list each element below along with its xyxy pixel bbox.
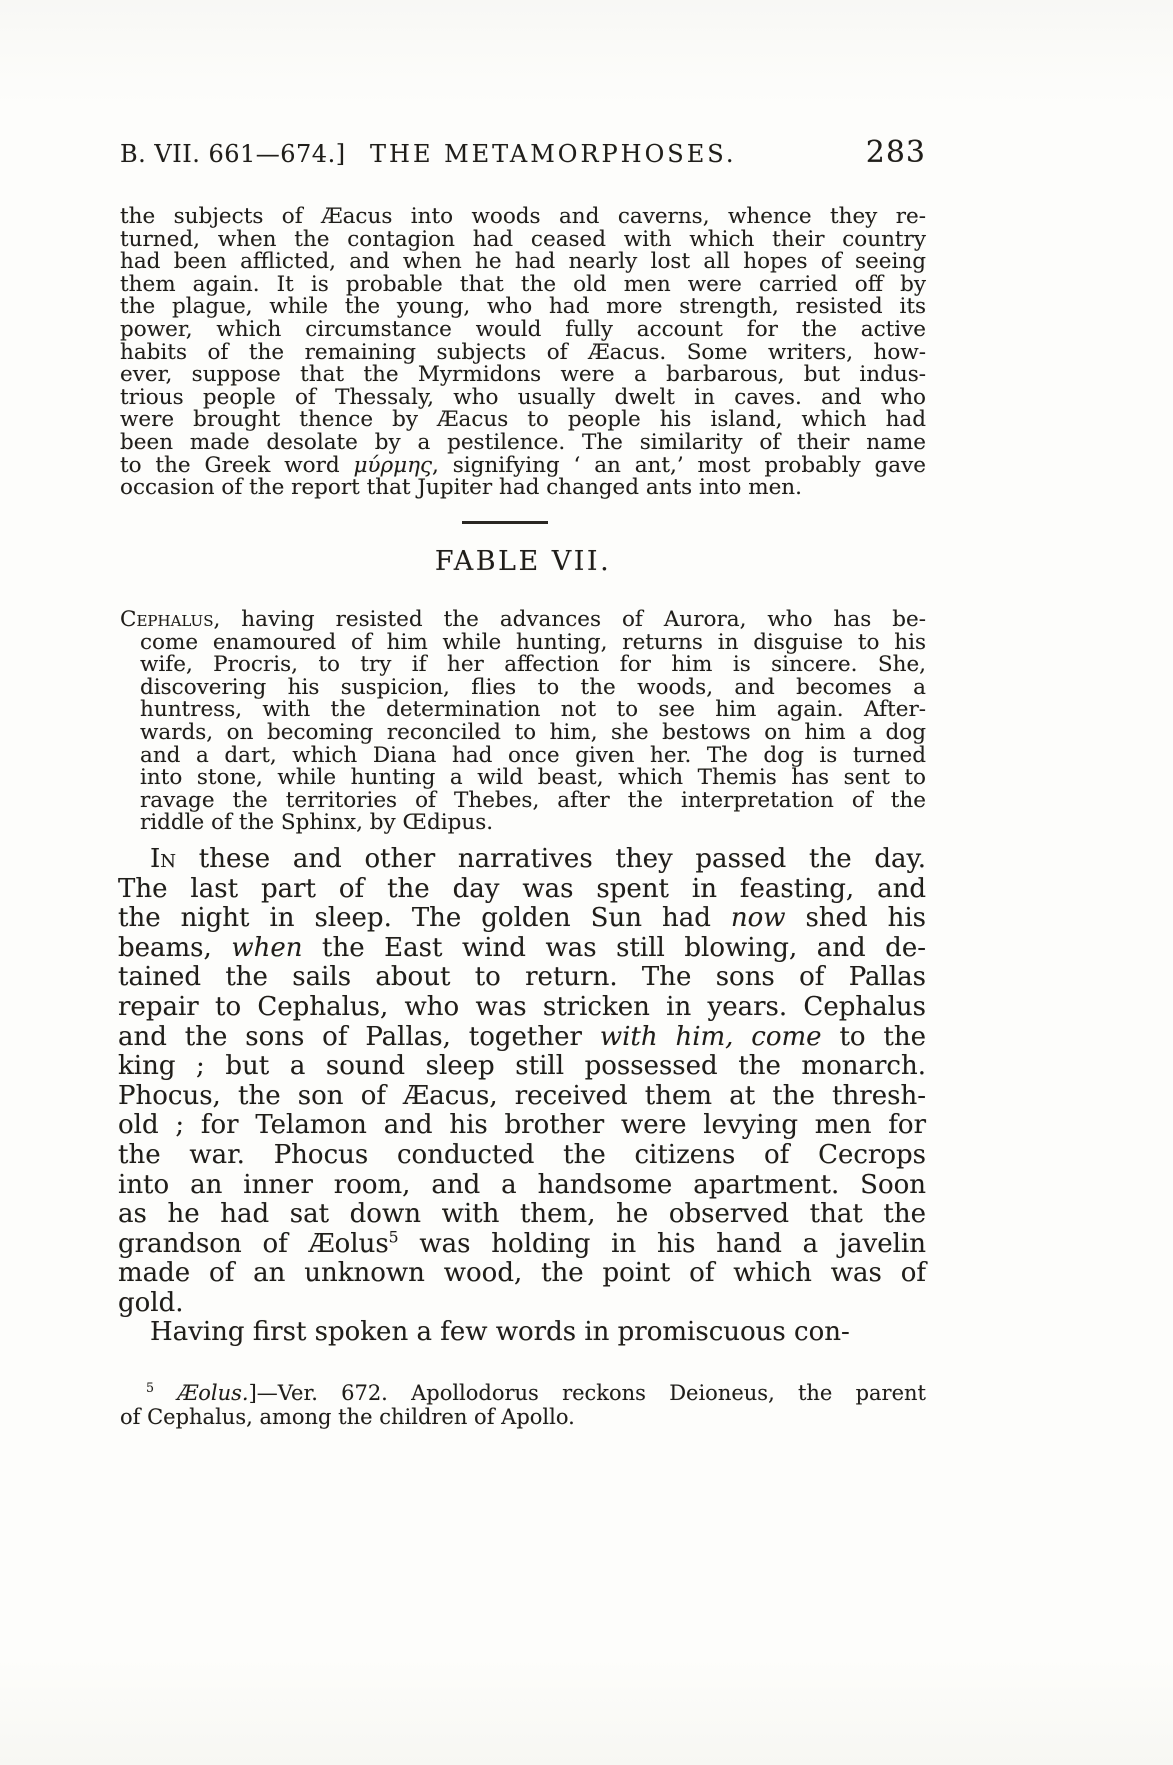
text-line: repair to Cephalus, who was stricken in years. Cephalus: [118, 991, 926, 1022]
text-line: tained the sails about to return. The sons of Pallas: [118, 962, 926, 993]
text-line: $^5$ Æolus.]—Ver. 672. Apollodorus reckons Deioneus, the parent: [146, 1380, 926, 1405]
text-line: wards, on becoming reconciled to him, she bestows on him a dog: [140, 719, 926, 745]
commentary-paragraph: [120, 206, 926, 500]
running-title: THE METAMORPHOSES.: [370, 140, 737, 168]
running-head: [120, 135, 926, 174]
text-line: into stone, while hunting a wild beast, which Themis has sent to: [140, 765, 926, 791]
fable-synopsis: [120, 609, 926, 835]
text-line: The last part of the day was spent in feasting, and: [118, 873, 926, 904]
text-line: the subjects of Æacus into woods and caverns, whence they re-: [120, 204, 926, 229]
footnote: [120, 1382, 926, 1429]
text-line: wife, Procris, to try if her affection for him is sincere. She,: [140, 652, 926, 678]
text-line: come enamoured of him while hunting, returns in disguise to his: [140, 629, 926, 655]
main-text-paragraph-1: [118, 845, 926, 1319]
text-line: Cephalus, having resisted the advances of Aurora, who has be-: [120, 607, 926, 632]
fable-heading: FABLE VII.: [434, 546, 612, 577]
book-section-reference: B. VII. 661—674.]: [120, 140, 346, 168]
text-line: riddle of the Sphinx, by Œdipus.: [140, 810, 494, 836]
text-line: power, which circumstance would fully account for the active: [120, 316, 926, 342]
text-line: habits of the remaining subjects of Æacus. Some writers, how-: [120, 339, 926, 365]
text-line: them again. It is probable that the old men were carried off by: [120, 271, 926, 297]
text-line: the plague, while the young, who had more strength, resisted its: [120, 294, 926, 320]
text-line: king ; but a sound sleep still possessed the monarch.: [118, 1051, 926, 1082]
text-line: Having first spoken a few words in promiscuous con-: [150, 1317, 850, 1347]
page-number: 283: [865, 135, 926, 170]
text-line: to the Greek word μύρμης, signifying ‘ an ant,’ most probably gave: [120, 452, 926, 478]
text-line: into an inner room, and a handsome apartment. Soon: [118, 1169, 926, 1200]
text-line: turned, when the contagion had ceased with which their country: [120, 226, 926, 252]
text-line: the war. Phocus conducted the citizens of Cecrops: [118, 1139, 926, 1170]
text-line: made of an unknown wood, the point of which was of: [118, 1258, 926, 1289]
text-line: ravage the territories of Thebes, after the interpretation of the: [140, 787, 926, 813]
text-line: and the sons of Pallas, together with him, come to the: [118, 1021, 927, 1052]
text-line: the night in sleep. The golden Sun had now shed his: [118, 903, 926, 934]
text-line: were brought thence by Æacus to people his island, which had: [120, 407, 926, 433]
text-line: been made desolate by a pestilence. The similarity of their name: [120, 429, 926, 455]
text-line: huntress, with the determination not to see him again. After-: [140, 697, 926, 723]
text-line: as he had sat down with them, he observed that the: [118, 1199, 926, 1230]
text-line: grandson of Æolus$^5$ was holding in his hand a javelin: [118, 1228, 926, 1259]
text-line: trious people of Thessaly, who usually dwelt in caves. and who: [120, 384, 926, 410]
text-line: old ; for Telamon and his brother were levying men for: [118, 1110, 926, 1141]
text-line: gold.: [118, 1287, 184, 1318]
text-line: In these and other narratives they passed the day.: [150, 844, 926, 874]
section-divider-rule: [462, 521, 548, 524]
text-line: ever, suppose that the Myrmidons were a barbarous, but indus-: [120, 362, 926, 388]
text-line: Phocus, the son of Æacus, received them at the thresh-: [118, 1080, 926, 1111]
text-line: and a dart, which Diana had once given her. The dog is turned: [140, 742, 926, 768]
text-line: discovering his suspicion, flies to the woods, and becomes a: [140, 674, 926, 700]
text-line: beams, when the East wind was still blowing, and de-: [118, 932, 926, 963]
text-line: occasion of the report that Jupiter had changed ants into men.: [120, 475, 802, 501]
text-line: of Cephalus, among the children of Apollo.: [120, 1404, 575, 1429]
text-line: had been afflicted, and when he had nearly lost all hopes of seeing: [120, 249, 926, 275]
main-text-paragraph-2: [118, 1318, 926, 1348]
